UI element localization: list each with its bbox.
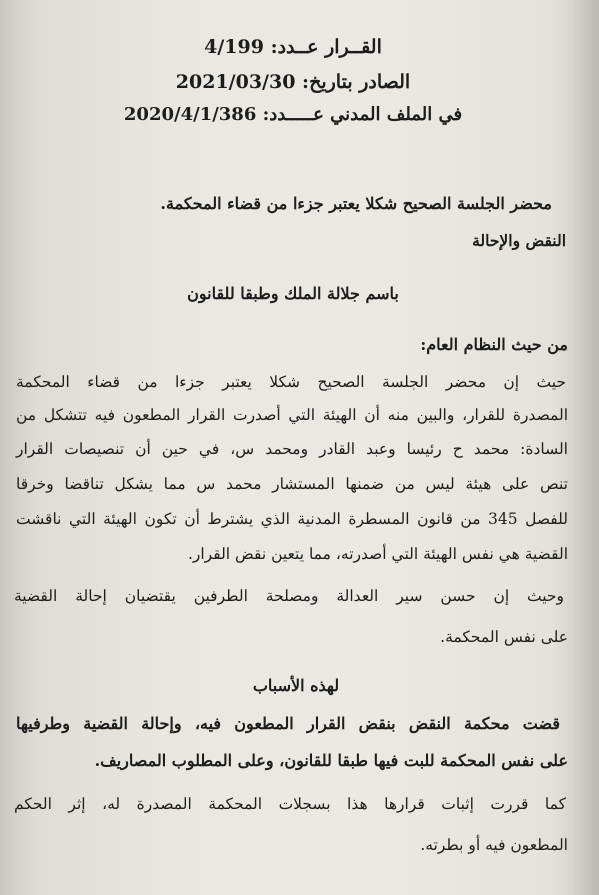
paragraph1-line: السادة: محمد ح رئيسا وعبد القادر ومحمد س، في حين أن تنصيصات القرار	[16, 440, 568, 458]
paragraph2-line: وحيث إن حسن سير العدالة ومصلحة الطرفين يقتضيان إحالة القضية	[14, 587, 564, 605]
invocation-line: باسم جلالة الملك وطبقا للقانون	[187, 284, 399, 303]
book-spine-edge	[571, 0, 599, 895]
decision-number: القــرار عــدد: 4/199	[204, 36, 382, 58]
document-page	[14, 0, 568, 895]
topic-line: النقض والإحالة	[472, 231, 566, 250]
paragraph1-line: القضية هي نفس الهيئة التي أصدرته، مما يتعين نقض القرار.	[187, 545, 568, 563]
summary-line: محضر الجلسة الصحيح شكلا يعتبر جزءا من قضاء المحكمة.	[160, 194, 552, 213]
paragraph1-line: تنص على هيئة ليس من ضمنها المستشار محمد س مما يشكل تناقضا وخرقا	[16, 475, 568, 493]
paragraph2-line: على نفس المحكمة.	[440, 628, 568, 646]
paragraph1-line: المصدرة للقرار، والبين منه أن الهيئة التي أصدرت القرار المطعون فيه تتشكل من	[16, 406, 568, 424]
paragraph1-line: حيث إن محضر الجلسة الصحيح شكلا يعتبر جزءا من قضاء المحكمة	[16, 373, 566, 391]
reasons-heading: لهذه الأسباب	[252, 676, 340, 695]
ruling-line: قضت محكمة النقض بنقض القرار المطعون فيه، وإحالة القضية وطرفيها	[16, 714, 560, 733]
paragraph1-line: للفصل 345 من قانون المسطرة المدنية الذي يشترط أن تكون الهيئة التي ناقشت	[16, 510, 568, 528]
ruling-line: على نفس المحكمة للبت فيها طبقا للقانون، وعلى المطلوب المصاريف.	[94, 751, 568, 770]
decision-date: الصادر بتاريخ: 2021/03/30	[175, 71, 411, 93]
closing-line: المطعون فيه أو بطرته.	[420, 836, 568, 854]
section-heading: من حيث النظام العام:	[420, 335, 568, 354]
closing-line: كما قررت إثبات قرارها هذا بسجلات المحكمة المصدرة له، إثر الحكم	[14, 795, 566, 813]
civil-file-number: في الملف المدني عـــــدد: 2020/4/1/386	[123, 104, 463, 125]
